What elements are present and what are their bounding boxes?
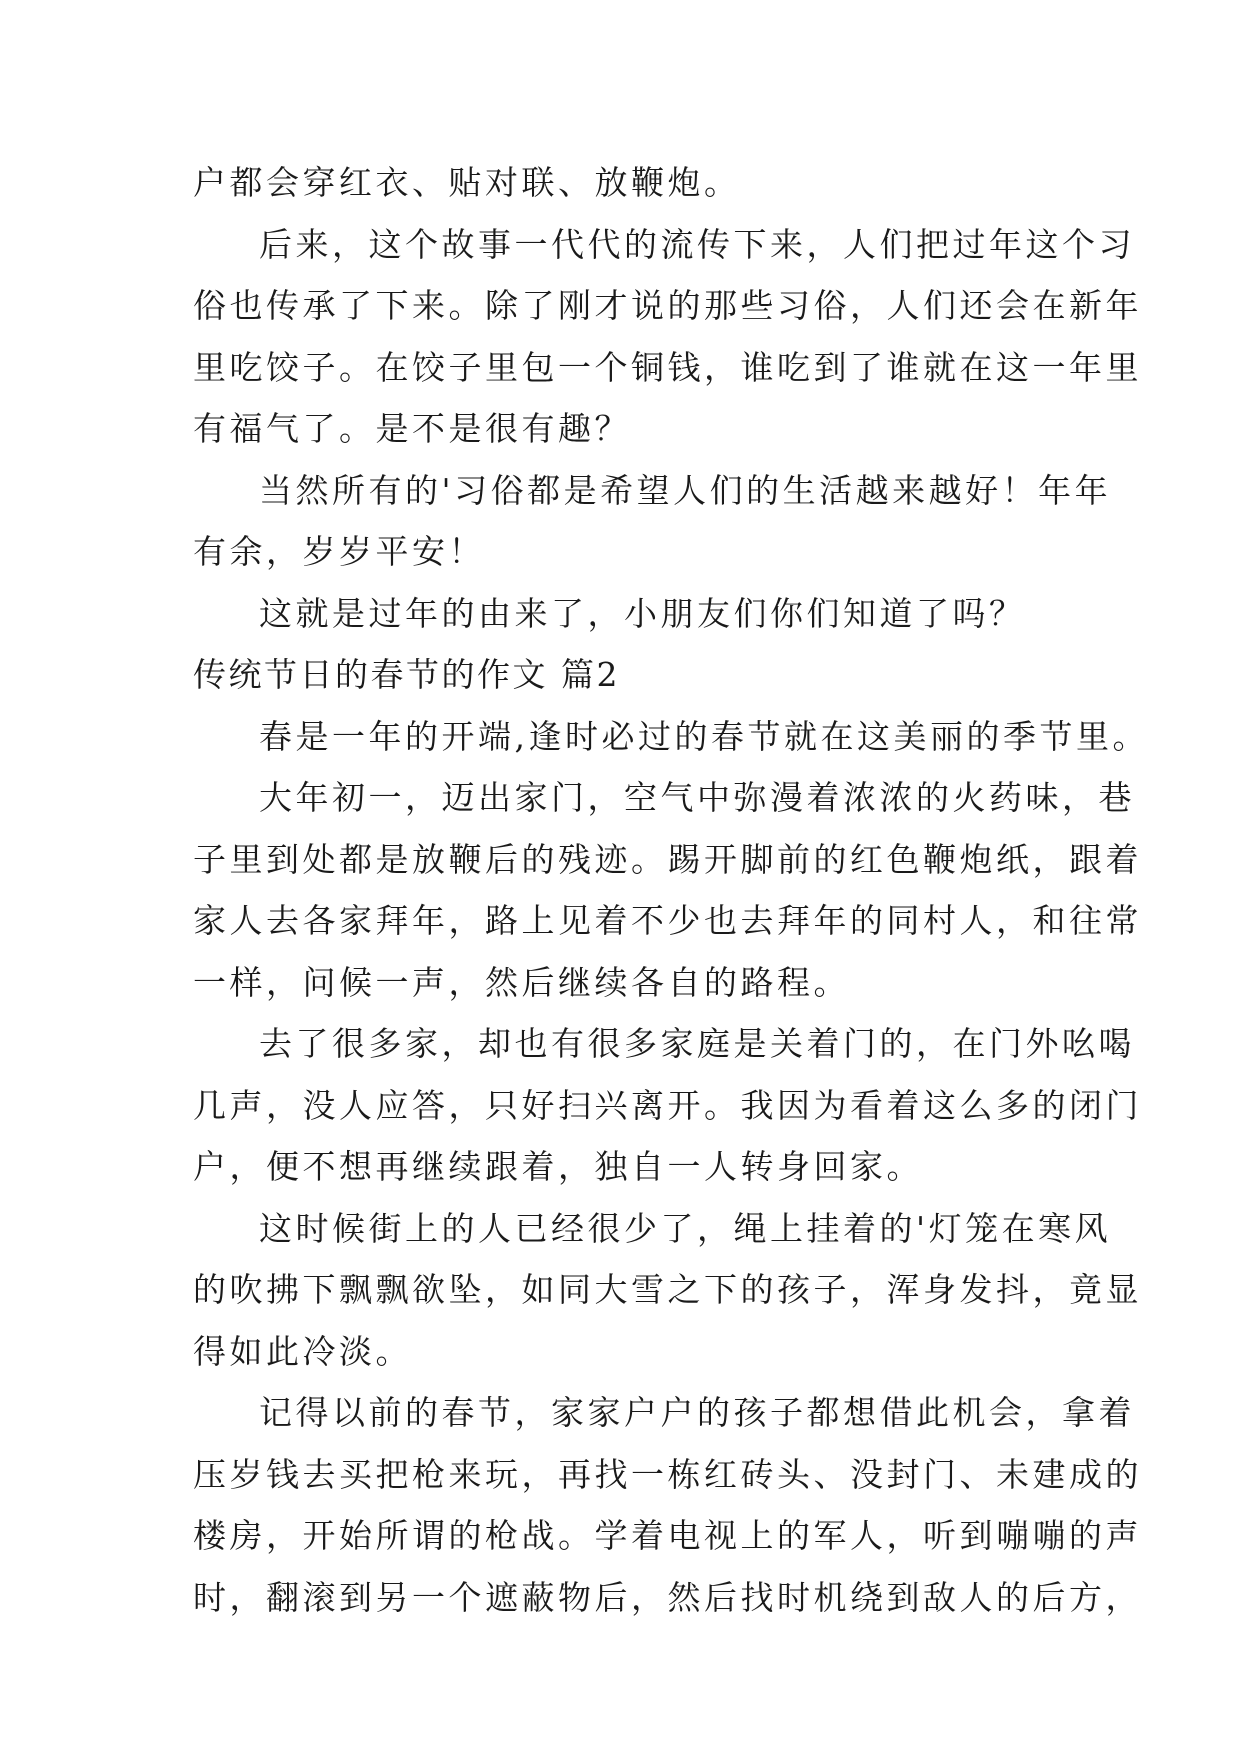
text-line: 子里到处都是放鞭后的残迹。踢开脚前的红色鞭炮纸，跟着 <box>193 839 1142 879</box>
paragraph-start: 春是一年的开端,逢时必过的春节就在这美丽的季节里。 <box>259 716 1149 756</box>
document-body <box>193 152 1149 1628</box>
paragraph-start: 记得以前的春节，家家户户的孩子都想借此机会，拿着 <box>259 1393 1135 1432</box>
text-line: 俗也传承了下来。除了刚才说的那些习俗，人们还会在新年 <box>193 286 1142 325</box>
paragraph-start: 这时候街上的人已经很少了，绳上挂着的'灯笼在寒风 <box>259 1208 1112 1248</box>
text-line: 时，翻滚到另一个遮蔽物后，然后找时机绕到敌人的后方， <box>193 1577 1142 1617</box>
text-line: 一样，问候一声，然后继续各自的路程。 <box>193 962 850 1002</box>
text-line: 家人去各家拜年，路上见着不少也去拜年的同村人，和往常 <box>193 901 1142 940</box>
text-line: 几声，没人应答，只好扫兴离开。我因为看着这么多的闭门 <box>193 1085 1142 1125</box>
paragraph-start: 大年初一，迈出家门，空气中弥漫着浓浓的火药味，巷 <box>259 778 1135 817</box>
text-line: 有余，岁岁平安！ <box>193 532 485 571</box>
text-line: 里吃饺子。在饺子里包一个铜钱，谁吃到了谁就在这一年里 <box>193 347 1142 387</box>
text-line: 的吹拂下飘飘欲坠，如同大雪之下的孩子，浑身发抖，竟显 <box>193 1270 1142 1309</box>
text-line: 压岁钱去买把枪来玩，再找一栋红砖头、没封门、未建成的 <box>193 1454 1142 1494</box>
text-line: 户都会穿红衣、贴对联、放鞭炮。 <box>193 163 741 202</box>
paragraph-start: 后来，这个故事一代代的流传下来，人们把过年这个习 <box>259 224 1135 264</box>
paragraph-start: 去了很多家，却也有很多家庭是关着门的，在门外吆喝 <box>259 1024 1135 1063</box>
text-line: 户，便不想再继续跟着，独自一人转身回家。 <box>193 1147 923 1186</box>
section-heading: 传统节日的春节的作文 篇2 <box>193 655 620 694</box>
paragraph-start: 当然所有的'习俗都是希望人们的生活越来越好！年年 <box>259 470 1112 510</box>
paragraph-start: 这就是过年的由来了，小朋友们你们知道了吗？ <box>259 593 1026 633</box>
text-line: 楼房，开始所谓的枪战。学着电视上的军人，听到嘣嘣的声 <box>193 1516 1142 1555</box>
text-line: 得如此冷淡。 <box>193 1331 412 1371</box>
text-line: 有福气了。是不是很有趣？ <box>193 409 631 448</box>
